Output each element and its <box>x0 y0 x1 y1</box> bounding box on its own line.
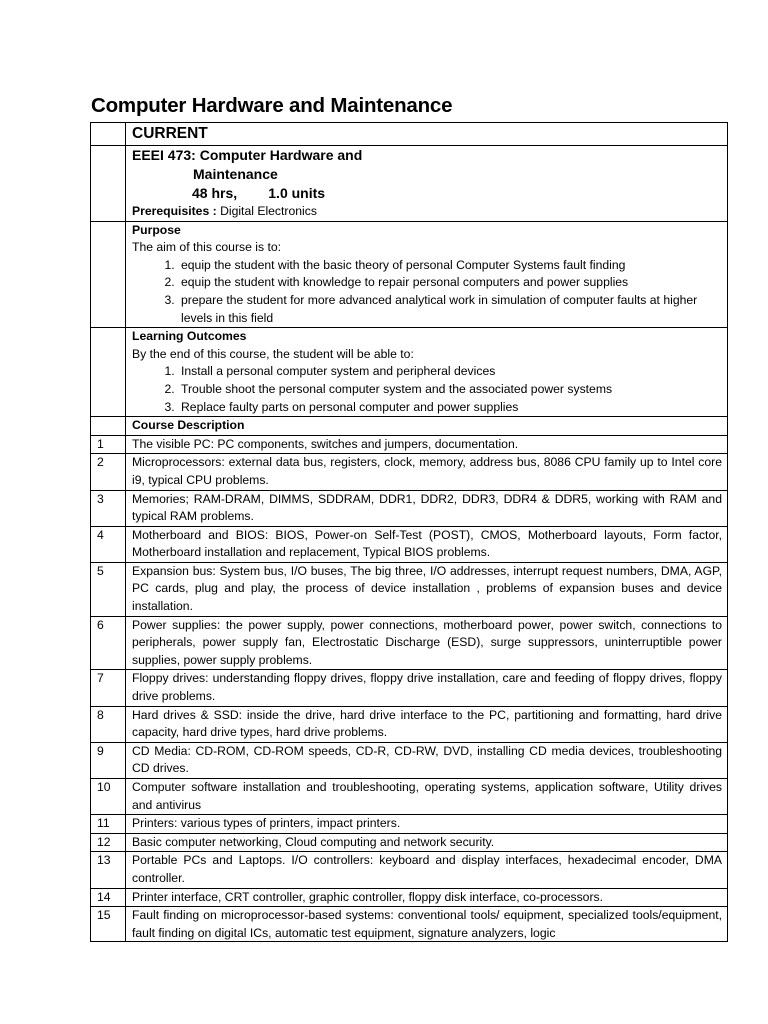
topic-row <box>91 706 728 742</box>
page-title: Computer Hardware and Maintenance <box>91 94 453 117</box>
outcome-item: 1. Install a personal computer system and peripheral devices <box>178 363 722 381</box>
course-code-title: EEEI 473: Computer Hardware and <box>132 147 363 163</box>
topic-row <box>91 815 728 834</box>
topic-text: Motherboard and BIOS: BIOS, Power-on Self-Test (POST), CMOS, Motherboard layouts, Form factor, Motherboard installation and replacement, Typical BIOS problems. <box>126 526 728 562</box>
topic-number: 2 <box>91 454 126 490</box>
topic-text: Floppy drives: understanding floppy drives, floppy drive installation, care and feeding of floppy drives, floppy drive problems. <box>126 670 728 706</box>
current-row <box>91 123 728 146</box>
row-number-cell <box>91 417 126 436</box>
purpose-cell <box>126 221 728 328</box>
topic-text <box>126 907 728 942</box>
purpose-item: 1. equip the student with the basic theory of personal Computer Systems fault finding <box>178 257 722 275</box>
topic-number: 7 <box>91 670 126 706</box>
purpose-item: 3. prepare the student for more advanced analytical work in simulation of computer faults at higher levels in this field <box>178 292 722 327</box>
outcome-item: 3. Replace faulty parts on personal computer and power supplies <box>178 399 722 417</box>
prerequisites-value: Digital Electronics <box>220 204 317 218</box>
row-number-cell <box>91 221 126 328</box>
topic-text: Computer software installation and troubleshooting, operating systems, application software, Utility drives and antivirus <box>126 779 728 815</box>
course-info-row <box>91 146 728 222</box>
row-number-cell <box>91 328 126 417</box>
topic-row <box>91 526 728 562</box>
topic-row <box>91 833 728 852</box>
purpose-heading: Purpose <box>132 222 181 237</box>
purpose-intro: The aim of this course is to: <box>132 240 282 255</box>
topic-number: 12 <box>91 833 126 852</box>
topic-row <box>91 670 728 706</box>
topic-text: CD Media: CD-ROM, CD-ROM speeds, CD-R, CD-RW, DVD, installing CD media devices, troubleshooting CD drives. <box>126 742 728 778</box>
topic-number: 11 <box>91 815 126 834</box>
course-units: 1.0 units <box>268 185 326 201</box>
purpose-row <box>91 221 728 328</box>
topic-row <box>91 852 728 888</box>
course-title-continued: Maintenance <box>193 166 278 182</box>
topic-row <box>91 779 728 815</box>
learning-outcomes-intro: By the end of this course, the student will be able to: <box>132 346 414 361</box>
topic-number: 8 <box>91 706 126 742</box>
topic-row <box>91 616 728 670</box>
topic-text: Microprocessors: external data bus, registers, clock, memory, address bus, 8086 CPU family up to Intel core i9, typical CPU problems. <box>126 454 728 490</box>
topic-number: 9 <box>91 742 126 778</box>
topic-text: Basic computer networking, Cloud computing and network security. <box>126 833 728 852</box>
purpose-list <box>132 257 722 327</box>
current-heading: CURRENT <box>126 123 728 146</box>
topic-text: Portable PCs and Laptops. I/O controllers: keyboard and display interfaces, hexadecimal encoder, DMA controller. <box>126 852 728 888</box>
learning-outcomes-list <box>132 363 722 416</box>
row-number-cell <box>91 146 126 222</box>
course-description-row <box>91 417 728 436</box>
topic-number: 13 <box>91 852 126 888</box>
topic-row <box>91 562 728 616</box>
topic-text: Printer interface, CRT controller, graphic controller, floppy disk interface, co-processors. <box>126 888 728 907</box>
learning-outcomes-heading: Learning Outcomes <box>132 329 247 344</box>
topic-text: The visible PC: PC components, switches and jumpers, documentation. <box>126 435 728 454</box>
topic-row <box>91 742 728 778</box>
outcome-item: 2. Trouble shoot the personal computer system and the associated power systems <box>178 381 722 399</box>
topic-row <box>91 907 728 942</box>
topic-row <box>91 435 728 454</box>
topic-text: Printers: various types of printers, impact printers. <box>126 815 728 834</box>
topic-number: 10 <box>91 779 126 815</box>
topic-row <box>91 454 728 490</box>
topic-number: 3 <box>91 490 126 526</box>
topic-number: 15 <box>91 907 126 942</box>
topic-text: Power supplies: the power supply, power connections, motherboard power, power switch, connections to peripherals, power supply fan, Electrostatic Discharge (ESD), surge suppressors, uninterruptible power supplies, power supply problems. <box>126 616 728 670</box>
learning-outcomes-cell <box>126 328 728 417</box>
course-table <box>90 122 728 942</box>
prerequisites-line <box>132 203 722 221</box>
topic-number: 5 <box>91 562 126 616</box>
topic-text: Hard drives & SSD: inside the drive, hard drive interface to the PC, partitioning and formatting, hard drive capacity, hard drive types, hard drive problems. <box>126 706 728 742</box>
course-description-heading: Course Description <box>126 417 728 436</box>
row-number-cell <box>91 123 126 146</box>
topic-text: Memories; RAM-DRAM, DIMMS, SDDRAM, DDR1, DDR2, DDR3, DDR4 & DDR5, working with RAM and typical RAM problems. <box>126 490 728 526</box>
topic-row <box>91 490 728 526</box>
topic-number: 4 <box>91 526 126 562</box>
topic-row <box>91 888 728 907</box>
topic-number: 1 <box>91 435 126 454</box>
topic-number: 6 <box>91 616 126 670</box>
course-info-cell <box>126 146 728 222</box>
purpose-item: 2. equip the student with knowledge to repair personal computers and power supplies <box>178 274 722 292</box>
topic-text-content: Fault finding on microprocessor-based systems: conventional tools/ equipment, specialized tools/equipment, fault finding on digital ICs, automatic test equipment, signature analyzers, logic <box>132 908 722 940</box>
learning-outcomes-row <box>91 328 728 417</box>
prerequisites-label: Prerequisites : <box>132 204 217 218</box>
course-hours: 48 hrs, <box>192 185 238 201</box>
topic-number: 14 <box>91 888 126 907</box>
hours-units-line <box>132 184 722 203</box>
topic-text: Expansion bus: System bus, I/O buses, The big three, I/O addresses, interrupt request numbers, DMA, AGP, PC cards, plug and play, the process of device installation , problems of expansion buses and device installation. <box>126 562 728 616</box>
